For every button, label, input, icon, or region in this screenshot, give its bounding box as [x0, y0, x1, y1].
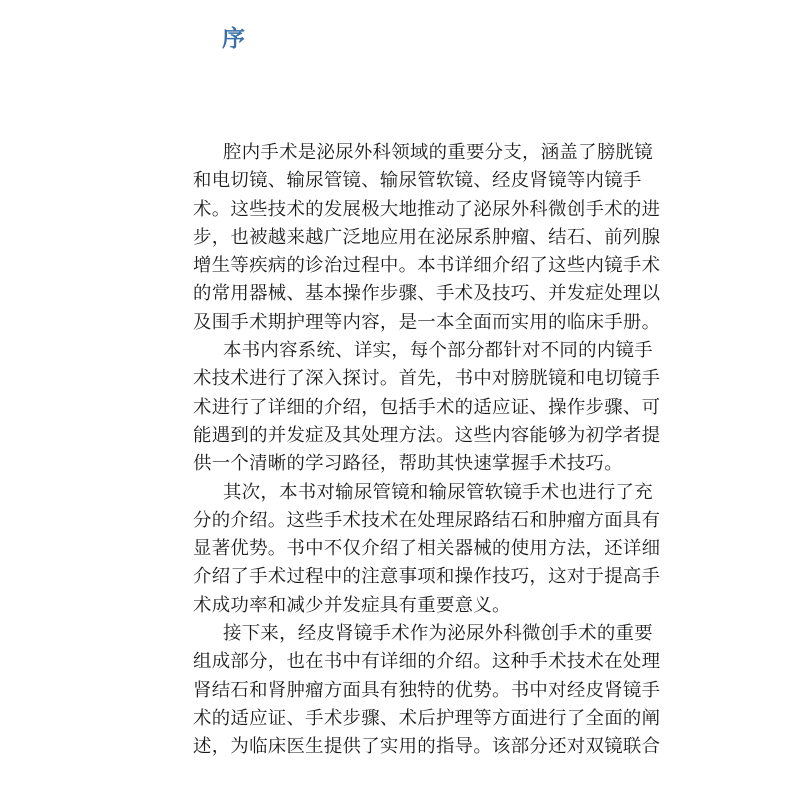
text-line: 术的适应证、手术步骤、术后护理等方面进行了全面的阐	[193, 707, 661, 729]
text-line: 增生等疾病的诊治过程中。本书详细介绍了这些内镜手术	[193, 255, 661, 277]
text-line: 述，为临床医生提供了实用的指导。该部分还对双镜联合	[193, 736, 661, 758]
text-line: 和电切镜、输尿管镜、输尿管软镜、经皮肾镜等内镜手	[193, 170, 642, 192]
text-line: 本书内容系统、详实，每个部分都针对不同的内镜手	[223, 340, 653, 362]
preface-body	[193, 139, 661, 762]
text-line: 及围手术期护理等内容，是一本全面而实用的临床手册。	[193, 311, 661, 333]
text-line: 术进行了详细的介绍，包括手术的适应证、操作步骤、可	[193, 396, 661, 418]
text-line: 接下来，经皮肾镜手术作为泌尿外科微创手术的重要	[223, 623, 653, 645]
text-line: 供一个清晰的学习路径，帮助其快速掌握手术技巧。	[193, 453, 623, 475]
text-line: 显著优势。书中不仅介绍了相关器械的使用方法，还详细	[193, 538, 661, 560]
text-line: 介绍了手术过程中的注意事项和操作技巧，这对于提高手	[193, 566, 661, 588]
text-line: 肾结石和肾肿瘤方面具有独特的优势。书中对经皮肾镜手	[193, 679, 661, 701]
text-line: 术技术进行了深入探讨。首先，书中对膀胱镜和电切镜手	[193, 368, 661, 390]
text-line: 步，也被越来越广泛地应用在泌尿系肿瘤、结石、前列腺	[193, 226, 661, 248]
text-line: 分的介绍。这些手术技术在处理尿路结石和肿瘤方面具有	[193, 509, 661, 531]
text-line: 术。这些技术的发展极大地推动了泌尿外科微创手术的进	[193, 198, 661, 220]
text-line: 能遇到的并发症及其处理方法。这些内容能够为初学者提	[193, 424, 661, 446]
text-line: 其次，本书对输尿管镜和输尿管软镜手术也进行了充	[223, 481, 653, 503]
page-title: 序	[222, 26, 245, 52]
text-line: 的常用器械、基本操作步骤、手术及技巧、并发症处理以	[193, 283, 661, 305]
text-line: 术成功率和减少并发症具有重要意义。	[193, 594, 511, 616]
text-line: 腔内手术是泌尿外科领域的重要分支，涵盖了膀胱镜	[223, 142, 653, 163]
text-line: 组成部分，也在书中有详细的介绍。这种手术技术在处理	[193, 651, 661, 673]
